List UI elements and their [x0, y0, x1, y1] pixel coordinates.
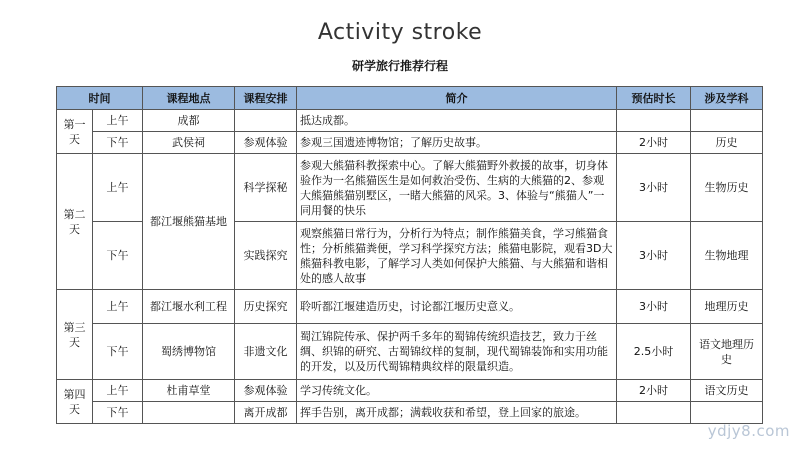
location-cell: 都江堰熊猫基地	[143, 154, 235, 290]
description-cell: 观察熊猫日常行为，分析行为特点；制作熊猫美食，学习熊猫食性；分析熊猫粪便，学习科学探究方法；熊猫电影院，观看3D大熊猫科教电影，了解学习人类如何保护大熊猫、与大熊猫和谐相处的感人故事	[297, 222, 617, 290]
description-cell: 抵达成都。	[297, 110, 617, 132]
description-cell: 挥手告别，离开成都；满载收获和希望，登上回家的旅途。	[297, 402, 617, 424]
period-cell: 下午	[93, 132, 143, 154]
header-duration: 预估时长	[617, 87, 691, 110]
subject-cell	[691, 110, 763, 132]
period-cell: 上午	[93, 380, 143, 402]
day-cell: 第四天	[57, 380, 93, 424]
location-cell: 成都	[143, 110, 235, 132]
period-cell: 上午	[93, 110, 143, 132]
day-cell: 第二天	[57, 154, 93, 290]
description-cell: 蜀江锦院传承、保护两千多年的蜀锦传统织造技艺，致力于丝绸、织锦的研究、古蜀锦纹样的复制，现代蜀锦装饰和实用功能的开发，以及历代蜀锦精典纹样的限量织造。	[297, 324, 617, 380]
header-location: 课程地点	[143, 87, 235, 110]
day-cell: 第一天	[57, 110, 93, 154]
description-cell: 聆听都江堰建造历史，讨论都江堰历史意义。	[297, 290, 617, 324]
period-cell: 上午	[93, 154, 143, 222]
location-cell: 都江堰水利工程	[143, 290, 235, 324]
header-time: 时间	[57, 87, 143, 110]
description-cell: 学习传统文化。	[297, 380, 617, 402]
location-cell: 蜀绣博物馆	[143, 324, 235, 380]
duration-cell: 3小时	[617, 154, 691, 222]
period-cell: 上午	[93, 290, 143, 324]
duration-cell: 2小时	[617, 380, 691, 402]
subject-cell	[691, 402, 763, 424]
duration-cell: 3小时	[617, 222, 691, 290]
description-cell: 参观大熊猫科教探索中心。了解大熊猫野外救援的故事，切身体验作为一名熊猫医生是如何救治受伤、生病的大熊猫的2、参观大熊猫熊猫别墅区，一睹大熊猫的风采。3、体验与“熊猫人”一同用餐的快乐	[297, 154, 617, 222]
subject-cell: 生物地理	[691, 222, 763, 290]
period-cell: 下午	[93, 324, 143, 380]
activity-cell: 参观体验	[235, 132, 297, 154]
table-row	[57, 132, 763, 154]
activity-cell: 科学探秘	[235, 154, 297, 222]
table-row	[57, 380, 763, 402]
activity-cell: 历史探究	[235, 290, 297, 324]
location-cell	[143, 402, 235, 424]
header-activity: 课程安排	[235, 87, 297, 110]
activity-cell	[235, 110, 297, 132]
page-subtitle: 研学旅行推荐行程	[351, 59, 448, 73]
duration-cell: 3小时	[617, 290, 691, 324]
page-title: Activity stroke	[317, 20, 483, 45]
table-row	[57, 110, 763, 132]
watermark: ydjy8.com	[707, 422, 790, 440]
table-row	[57, 290, 763, 324]
description-cell: 参观三国遗迹博物馆；了解历史故事。	[297, 132, 617, 154]
activity-cell: 参观体验	[235, 380, 297, 402]
table-header-row	[57, 87, 763, 110]
location-cell: 武侯祠	[143, 132, 235, 154]
table-row	[57, 324, 763, 380]
activity-cell: 非遗文化	[235, 324, 297, 380]
subject-cell: 地理历史	[691, 290, 763, 324]
duration-cell	[617, 402, 691, 424]
day-cell: 第三天	[57, 290, 93, 380]
location-cell: 杜甫草堂	[143, 380, 235, 402]
header-description: 简介	[297, 87, 617, 110]
table-row	[57, 402, 763, 424]
period-cell: 下午	[93, 402, 143, 424]
activity-cell: 离开成都	[235, 402, 297, 424]
subject-cell: 生物历史	[691, 154, 763, 222]
itinerary-table	[56, 86, 763, 424]
period-cell: 下午	[93, 222, 143, 290]
subject-cell: 语文地理历史	[691, 324, 763, 380]
subject-cell: 语文历史	[691, 380, 763, 402]
subject-cell: 历史	[691, 132, 763, 154]
duration-cell: 2小时	[617, 132, 691, 154]
duration-cell	[617, 110, 691, 132]
duration-cell: 2.5小时	[617, 324, 691, 380]
table-row	[57, 154, 763, 222]
activity-cell: 实践探究	[235, 222, 297, 290]
header-subject: 涉及学科	[691, 87, 763, 110]
